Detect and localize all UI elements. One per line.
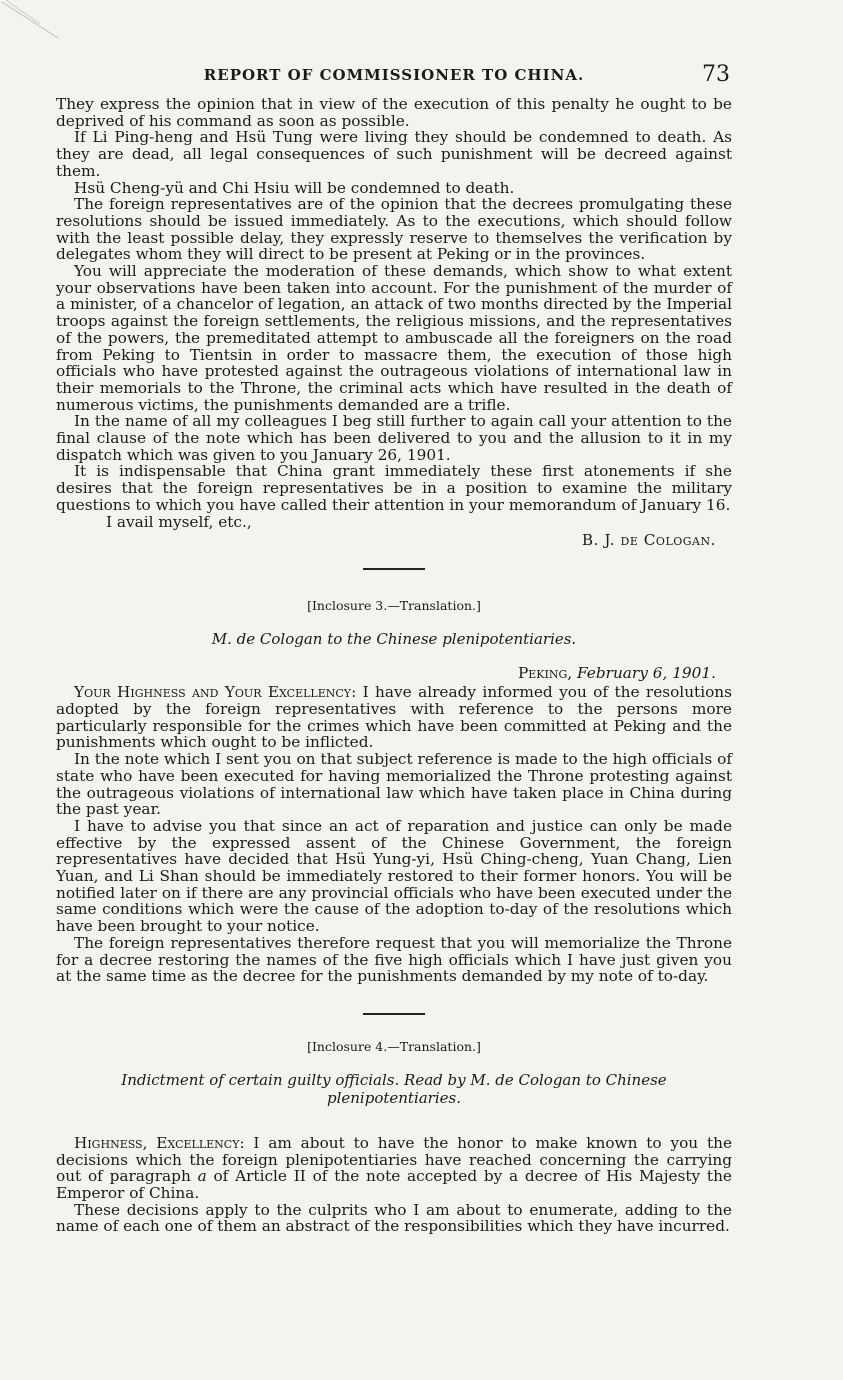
paragraph: In the note which I sent you on that subject reference is made to the high officials of state who have been executed for having memorialized the Throne protesting against the outrageous violations of international law which have taken place in China during the past year. [56,750,732,819]
letter-continuation [56,96,732,550]
salutation: Highness, Excellency: [74,1133,245,1152]
paragraph [56,684,732,751]
scan-corner-mark [0,0,60,40]
running-title: REPORT OF COMMISSIONER TO CHINA. [203,66,585,84]
document-title: Indictment of certain guilty officials. Read by M. de Cologan to Chinese plenipotentiaries. [121,1070,667,1107]
paragraph: They express the opinion that in view of the execution of this penalty he ought to be deprived of his command as soon as possible. [56,95,732,130]
paragraph: The foreign representatives are of the opinion that the decrees promulgating these resolutions should be issued immediately. As to the executions, which should follow with the least possible delay, they expressly reserve to themselves the verification by delegates whom they will direct to be present at Peking or in the provinces. [56,195,732,264]
paragraph-text: I have already informed you of the resolutions adopted by the foreign representatives with reference to the persons more particularly responsible for the crimes which have been committed at Peking and the punishments which ought to be inflicted. [56,683,732,752]
paragraph [56,1135,732,1202]
inclosure-label: [Inclosure 4.—Translation.] [307,1038,481,1054]
paragraph: Hsü Cheng-yü and Chi Hsiu will be condemned to death. [74,178,515,197]
paragraph: In the name of all my colleagues I beg still further to again call your attention to the final clause of the note which has been delivered to you and the allusion to it in my dispatch which was given to you January 26, 1901. [56,412,732,464]
paragraph: I have to advise you that since an act of reparation and justice can only be made effective by the expressed assent of the Chinese Government, the foreign representatives have decided that Hsü Yung-yi, Hsü Ching-cheng, Yuan Chang, Lien Yuan, and Li Shan should be immediately restored to their former honors. You will be notified later on if there are any provincial officials who have been executed under the same conditions which were the cause of the adoption to-day of the resolutions which have been brought to your notice. [56,816,732,936]
paragraph-letter: a [197,1167,207,1186]
paragraph: The foreign representatives therefore request that you will memorialize the Throne for a decree restoring the names of the five high officials which I have just given you at the same time as the decree for the punishments demanded by my note of to-day. [56,933,732,986]
page-number: 73 [702,62,730,87]
paragraph: It is indispensable that China grant immediately these first atonements if she desires that the foreign representatives be in a position to examine the military questions to which you have called their attention in your memorandum of January 16. [56,462,732,514]
paragraph-text: I am about to have the honor to make known to you the decisions which the foreign plenipotentiaries have reached concerning the carrying out of paragraph [56,1133,732,1186]
closing-line: I avail myself, etc., [106,512,252,531]
signature: B. J. de Cologan. [581,531,716,550]
paragraph: These decisions apply to the culprits who I am about to enumerate, adding to the name of each one of them an abstract of the responsibilities which they have incurred. [56,1200,732,1236]
dateline [56,664,716,682]
dateline-date: February 6, 1901. [577,664,716,683]
paragraph: If Li Ping-heng and Hsü Tung were living they should be condemned to death. As they are dead, all legal consequences of such punishment will be decreed against them. [56,128,732,180]
section-divider [363,568,425,570]
inclosure-4 [56,1039,732,1235]
document-title: M. de Cologan to the Chinese plenipotentiaries. [211,630,577,649]
inclosure-label: [Inclosure 3.—Translation.] [307,598,481,614]
paragraph-text: of Article II of the note accepted by a decree of His Majesty the Emperor of China. [56,1167,732,1203]
document-page [56,62,732,1235]
section-divider [363,1013,425,1015]
dateline-place: Peking, [517,664,573,683]
inclosure-3 [56,598,732,985]
paragraph: You will appreciate the moderation of these demands, which show to what extent your observations have been taken into account. For the punishment of the murder of a minister, of a chancelor of legation, an attack of two months directed by the Imperial troops against the foreign settlements, the religious missions, and the representatives of the powers, the premeditated attempt to ambuscade all the foreigners on the road from Peking to Tientsin in order to massacre them, the execution of those high officials who have protested against the outrageous violations of international law in their memorials to the Throne, the criminal acts which have resulted in the death of numerous victims, the punishments demanded are a trifle. [56,262,732,414]
salutation: Your Highness and Your Excellency: [74,683,357,702]
page-header [56,62,732,96]
